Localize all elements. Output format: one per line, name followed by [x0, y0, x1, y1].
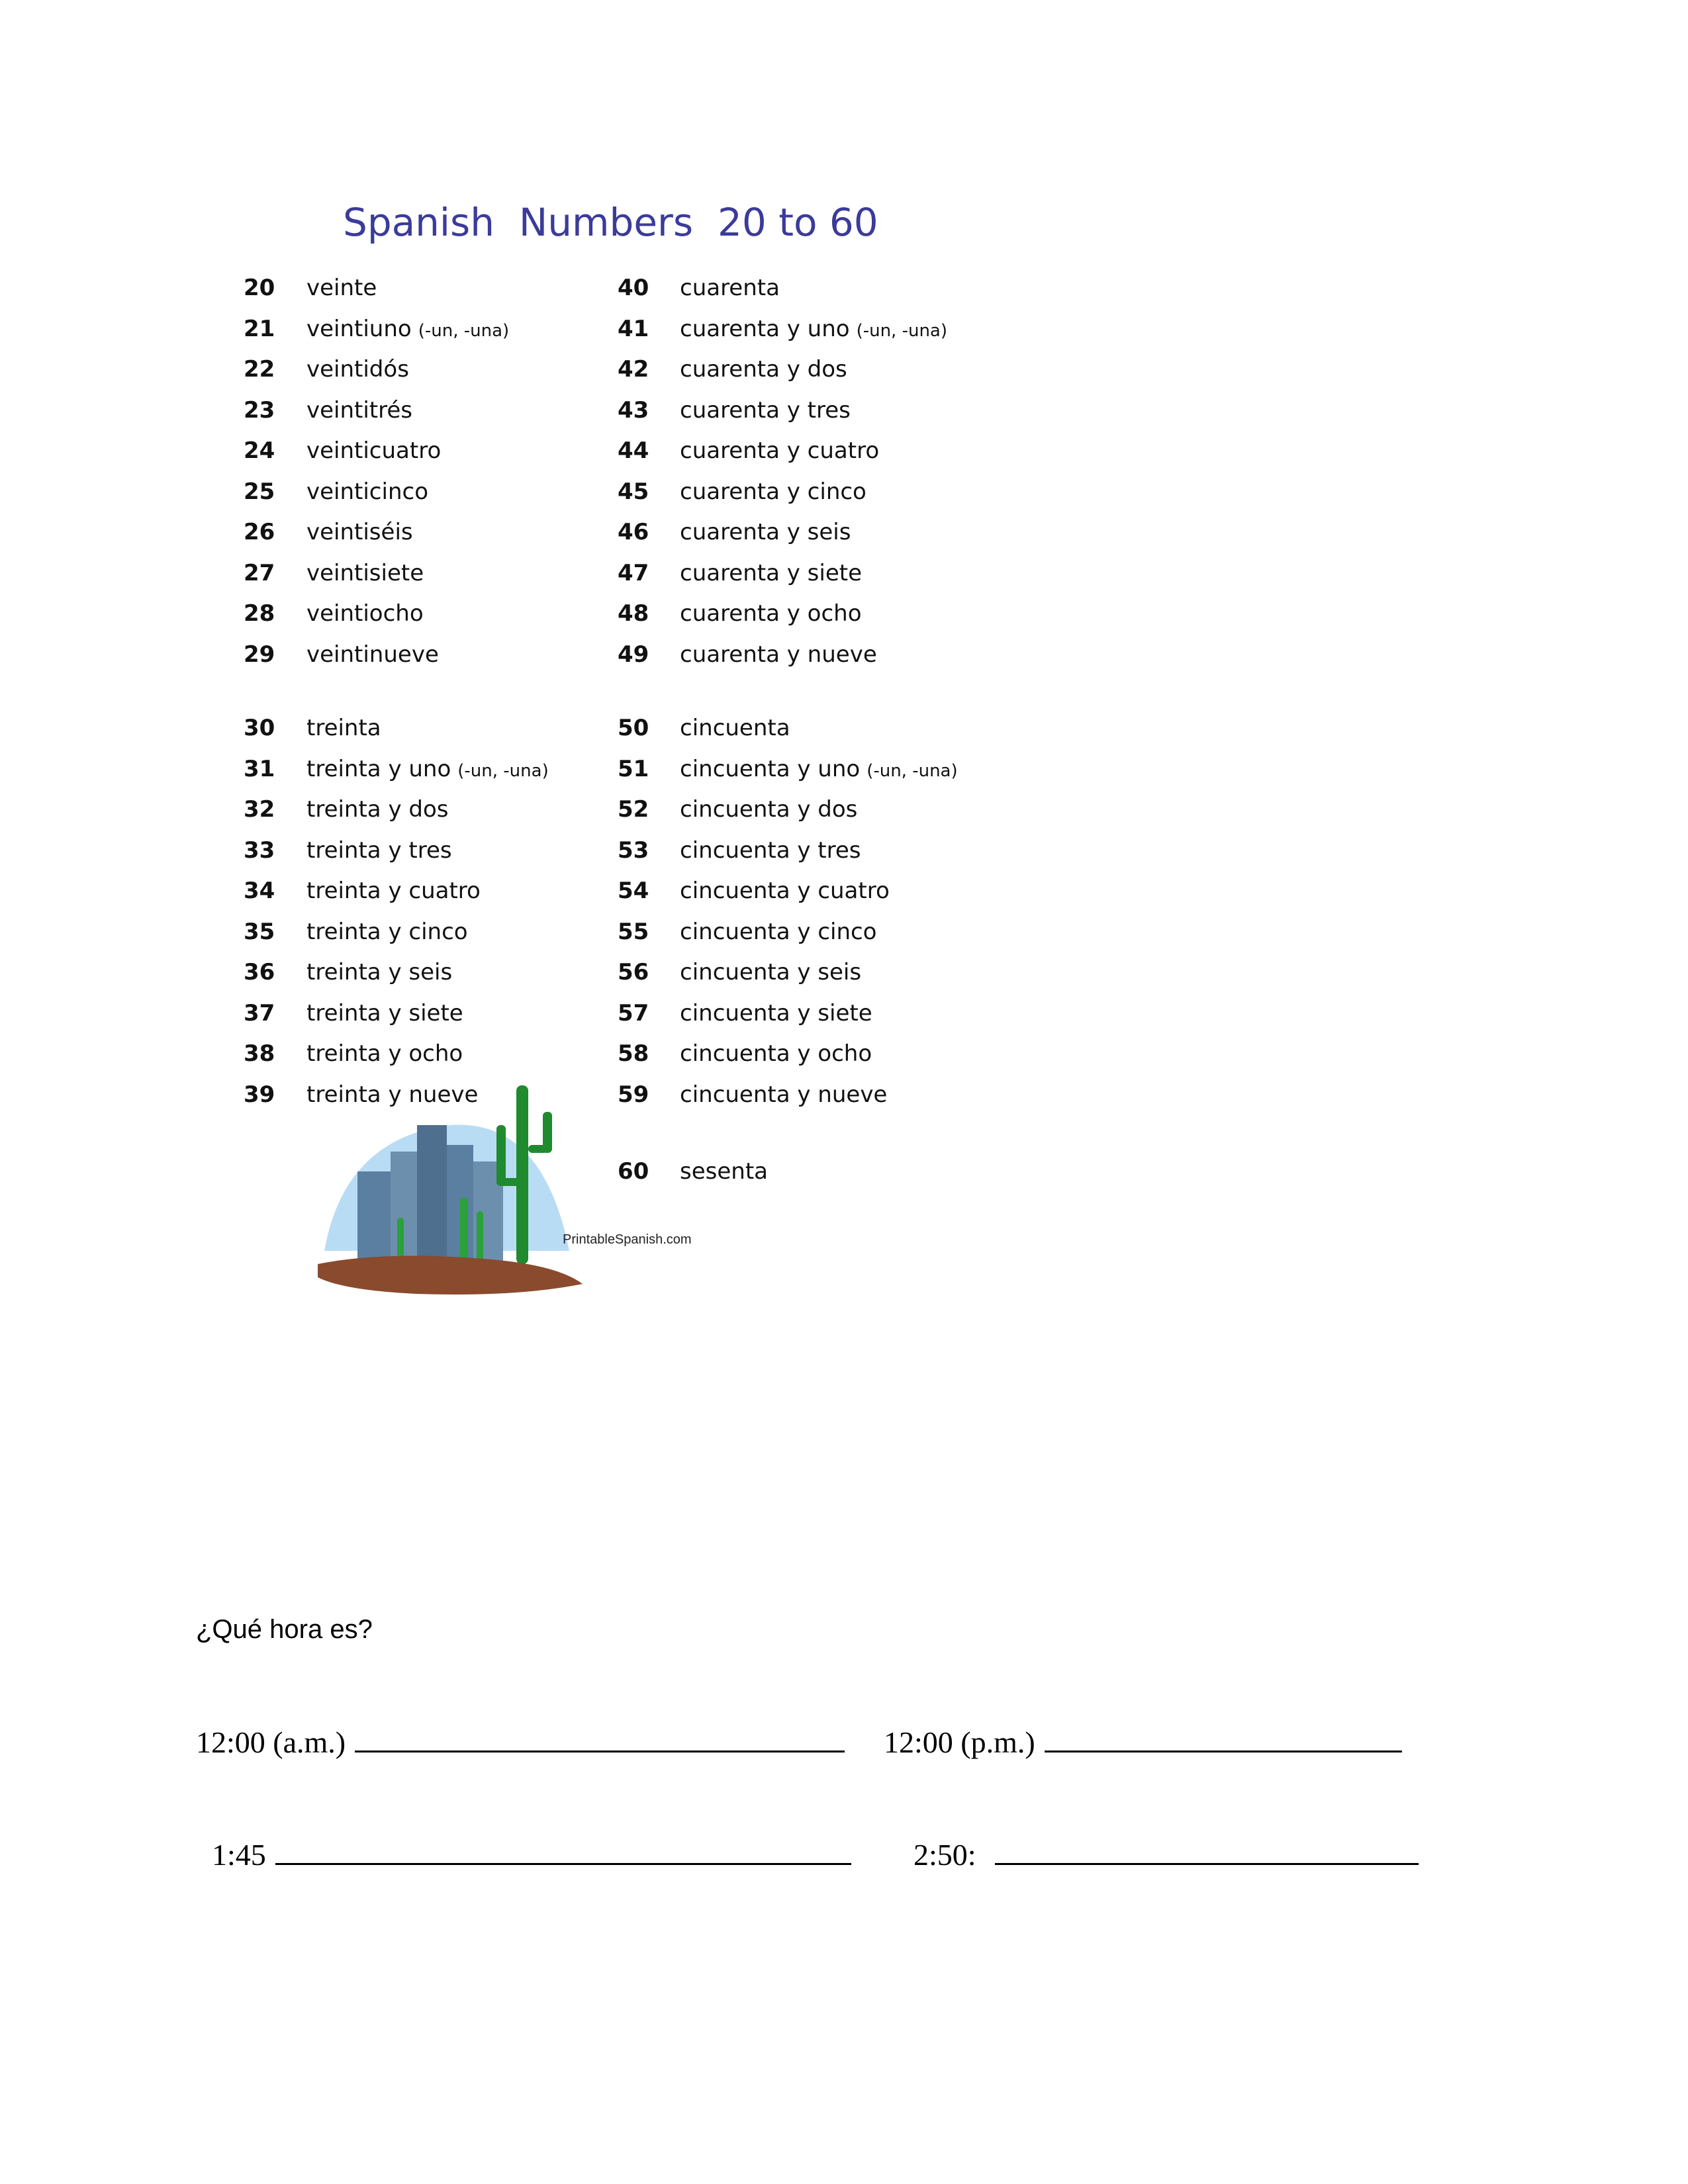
number-word-text: veintiséis	[306, 519, 413, 545]
number-word	[306, 796, 448, 823]
number-word	[680, 275, 780, 301]
number-word	[680, 397, 851, 424]
number-digit: 37	[244, 999, 275, 1026]
number-word	[680, 519, 851, 545]
number-word	[680, 959, 861, 985]
number-digit: 50	[618, 715, 649, 741]
blank-label: 12:00 (a.m.)	[196, 1725, 346, 1759]
number-digit: 52	[618, 796, 649, 823]
cactus	[496, 1125, 506, 1185]
number-word	[306, 600, 424, 627]
number-word-text: cuarenta y nueve	[680, 641, 877, 668]
number-word-text: veinte	[306, 275, 377, 301]
number-digit: 39	[244, 1081, 275, 1108]
blank-label: 1:45	[212, 1838, 266, 1872]
number-digit: 27	[244, 559, 275, 586]
number-digit: 43	[618, 396, 649, 424]
number-digit: 45	[618, 478, 649, 505]
number-word-text: cincuenta y tres	[680, 837, 861, 864]
number-digit: 26	[244, 519, 275, 545]
number-digit: 29	[244, 641, 275, 668]
number-word-text: veintiocho	[306, 600, 424, 627]
answer-line[interactable]	[995, 1837, 1419, 1865]
number-word	[306, 756, 549, 782]
number-word	[306, 837, 452, 864]
number-word-text: veintiuno	[306, 315, 412, 342]
number-digit: 48	[618, 600, 649, 627]
number-digit: 23	[244, 396, 275, 424]
number-word-text: treinta y nueve	[306, 1081, 479, 1108]
number-word	[306, 437, 441, 464]
number-word	[680, 796, 857, 823]
number-word	[680, 641, 877, 668]
blank-item-250	[914, 1837, 1419, 1872]
number-digit: 24	[244, 437, 275, 464]
building	[357, 1171, 391, 1271]
number-word-text: veinticuatro	[306, 437, 442, 464]
number-word-text: treinta y ocho	[306, 1040, 463, 1067]
number-word	[306, 397, 412, 424]
number-word-text: veinticinco	[306, 478, 428, 505]
cactus	[516, 1085, 528, 1264]
number-word	[680, 1000, 872, 1026]
number-word	[306, 478, 428, 505]
blank-item-145	[212, 1837, 851, 1872]
number-word-text: cincuenta y uno	[680, 755, 861, 782]
number-word	[306, 641, 439, 668]
gender-suffix: (-un, -una)	[867, 760, 958, 781]
number-word-text: cincuenta y siete	[680, 999, 872, 1026]
blank-item-1200-pm	[884, 1724, 1402, 1760]
number-word-text: treinta y tres	[306, 837, 452, 864]
number-word-text: veintidós	[306, 356, 409, 383]
number-word-text: cuarenta y cuatro	[680, 437, 880, 464]
printable-spanish-logo	[318, 1085, 715, 1310]
number-word	[680, 600, 862, 627]
number-word	[680, 356, 847, 383]
number-digit: 59	[618, 1081, 649, 1108]
number-word-text: cuarenta y dos	[680, 356, 847, 383]
answer-line[interactable]	[355, 1724, 845, 1752]
number-word	[680, 437, 879, 464]
gender-suffix: (-un, -una)	[457, 760, 549, 781]
number-word-text: cuarenta y tres	[680, 396, 851, 424]
number-digit: 40	[618, 275, 649, 301]
number-digit: 55	[618, 918, 649, 945]
number-digit: 60	[618, 1158, 649, 1185]
blank-item-1200-am	[196, 1724, 845, 1760]
number-digit: 54	[618, 878, 649, 904]
number-digit: 33	[244, 837, 275, 864]
number-word-text: treinta y siete	[306, 999, 463, 1026]
number-word	[306, 275, 377, 301]
number-word	[306, 878, 481, 904]
number-word	[680, 560, 862, 586]
number-digit: 31	[244, 755, 275, 782]
number-word-text: treinta y uno	[306, 755, 451, 782]
number-word-text: cuarenta y seis	[680, 519, 851, 545]
number-word-text: cincuenta y cuatro	[680, 878, 890, 904]
number-word-text: treinta y cinco	[306, 918, 468, 945]
number-digit: 25	[244, 478, 275, 505]
number-digit: 35	[244, 918, 275, 945]
number-word-text: treinta y seis	[306, 959, 453, 985]
number-word-text: treinta y cuatro	[306, 878, 481, 904]
number-word-text: cincuenta y cinco	[680, 918, 877, 945]
number-word-text: cincuenta y seis	[680, 959, 862, 985]
number-word	[680, 316, 947, 342]
number-word-text: cincuenta y dos	[680, 796, 858, 823]
cactus	[496, 1178, 523, 1186]
number-digit: 22	[244, 356, 275, 383]
number-word	[306, 919, 468, 945]
question-heading: ¿Qué hora es?	[196, 1615, 373, 1644]
number-word-text: cuarenta	[680, 275, 780, 301]
number-word-text: cuarenta y ocho	[680, 600, 862, 627]
number-word	[306, 959, 452, 985]
number-word-text: treinta y dos	[306, 796, 449, 823]
building	[417, 1125, 447, 1271]
number-digit: 53	[618, 837, 649, 864]
number-digit: 36	[244, 959, 275, 985]
number-word: sesenta	[680, 1158, 768, 1185]
blank-label: 12:00 (p.m.)	[884, 1725, 1035, 1759]
number-word	[306, 715, 381, 741]
number-word	[306, 1040, 463, 1067]
number-word-text: treinta	[306, 715, 381, 741]
number-digit: 46	[618, 519, 649, 545]
number-word	[306, 519, 413, 545]
number-word-text: cincuenta y nueve	[680, 1081, 888, 1108]
number-word	[680, 1040, 872, 1067]
number-digit: 47	[618, 559, 649, 586]
number-word-text: veintinueve	[306, 641, 439, 668]
answer-line[interactable]	[275, 1837, 851, 1865]
gender-suffix: (-un, -una)	[856, 320, 948, 341]
number-word	[306, 356, 409, 383]
answer-line[interactable]	[1045, 1724, 1402, 1752]
number-digit: 57	[618, 999, 649, 1026]
number-digit: 49	[618, 641, 649, 668]
number-digit: 28	[244, 600, 275, 627]
number-word	[680, 878, 890, 904]
number-word	[680, 919, 876, 945]
gender-suffix: (-un, -una)	[418, 320, 510, 341]
number-word	[680, 715, 790, 741]
number-digit: 21	[244, 315, 275, 342]
number-word	[306, 316, 509, 342]
number-digit: 44	[618, 437, 649, 464]
number-digit: 58	[618, 1040, 649, 1067]
number-digit: 32	[244, 796, 275, 823]
number-word	[306, 1000, 463, 1026]
cactus	[543, 1112, 552, 1153]
number-word	[680, 837, 861, 864]
number-word-text: veintisiete	[306, 559, 424, 586]
logo-text: PrintableSpanish.com	[563, 1232, 692, 1247]
number-digit: 41	[618, 315, 649, 342]
number-word	[306, 560, 424, 586]
number-digit: 38	[244, 1040, 275, 1067]
number-word-text: cuarenta y uno	[680, 315, 850, 342]
number-digit: 42	[618, 356, 649, 383]
number-digit: 30	[244, 715, 275, 741]
ground	[318, 1256, 583, 1295]
number-word-text: cincuenta y ocho	[680, 1040, 872, 1067]
number-word-text: cincuenta	[680, 715, 790, 741]
blank-label: 2:50:	[914, 1838, 976, 1872]
number-word	[680, 478, 867, 505]
number-digit: 51	[618, 755, 649, 782]
number-digit: 56	[618, 959, 649, 985]
page-title: Spanish Numbers 20 to 60	[343, 200, 878, 245]
number-digit: 20	[244, 275, 275, 301]
number-word	[680, 756, 958, 782]
number-digit: 34	[244, 878, 275, 904]
number-word-text: veintitrés	[306, 396, 413, 424]
number-word-text: cuarenta y cinco	[680, 478, 867, 505]
number-word-text: cuarenta y siete	[680, 559, 863, 586]
